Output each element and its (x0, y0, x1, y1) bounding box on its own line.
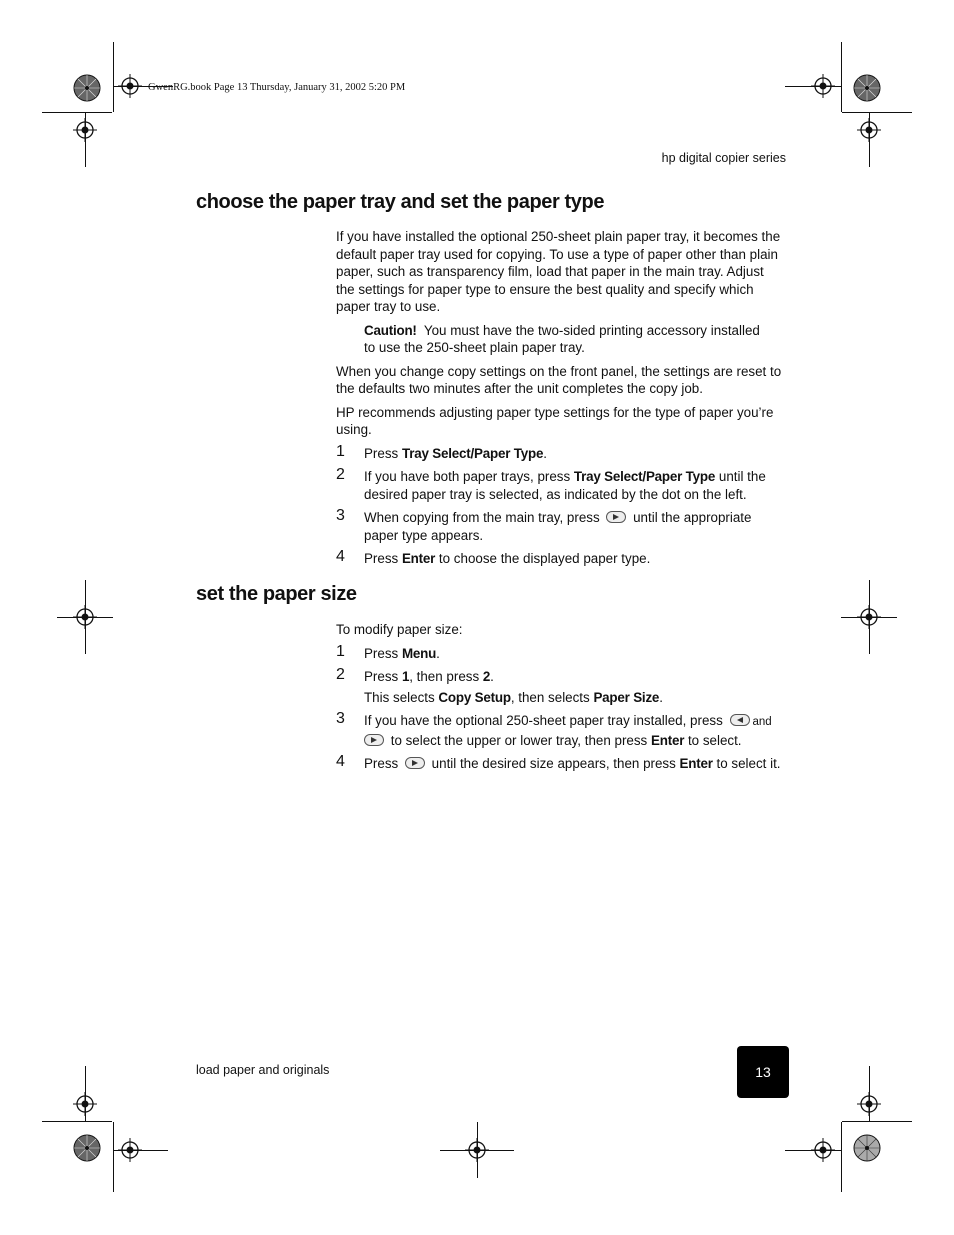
registration-target-icon (118, 74, 142, 98)
step-text: to select. (684, 732, 742, 748)
registration-target-icon (73, 1092, 97, 1116)
page-number: 13 (755, 1064, 771, 1080)
registration-target-icon (857, 605, 881, 629)
registration-target-icon (857, 118, 881, 142)
crop-mark (42, 1121, 112, 1122)
step-number: 1 (336, 642, 345, 660)
crop-mark (841, 42, 842, 112)
step-key: Paper Size (593, 689, 660, 705)
step-text: until the desired size appears, then press (427, 756, 680, 771)
step-number: 1 (336, 442, 345, 460)
right-arrow-button-icon (364, 734, 384, 746)
running-head: hp digital copier series (661, 151, 786, 165)
crop-mark (113, 1122, 114, 1192)
step-text: , then selects (510, 689, 594, 705)
section-body-paper-size (336, 621, 786, 773)
section-heading-paper-tray: choose the paper tray and set the paper type (196, 191, 605, 213)
step-number: 3 (336, 710, 345, 727)
step-text: Press (364, 669, 402, 684)
registration-target-icon (811, 74, 835, 98)
registration-target-icon (465, 1138, 489, 1162)
step-number: 2 (336, 466, 345, 483)
caution-note (364, 322, 764, 357)
registration-target-icon (857, 1092, 881, 1116)
print-slug: GwenRG.book Page 13 Thursday, January 31, 2002 5:20 PM (148, 82, 406, 93)
crop-mark (42, 112, 112, 113)
reset-paragraph: When you change copy settings on the front panel, the settings are reset to the defaults two minutes after the unit completes the copy job. (336, 363, 782, 396)
crop-mark (841, 1122, 842, 1192)
step-text: Press (364, 551, 402, 566)
running-foot: load paper and originals (196, 1063, 330, 1077)
registration-target-icon (811, 1138, 835, 1162)
step-item (336, 642, 786, 663)
intro-paragraph: If you have installed the optional 250-sheet plain paper tray, it becomes the default paper tray used for copying. To use a type of paper other than plain paper, such as transparency film, load that paper in the main tray. Adjust the settings for paper type to ensure the best quality and specify which paper tray to use. (336, 229, 781, 314)
step-number: 4 (336, 753, 345, 770)
section-body-paper-tray (336, 228, 786, 568)
step-text: Press (364, 756, 402, 771)
step-item (336, 509, 786, 544)
step-text: When copying from the main tray, press (364, 510, 604, 525)
crop-mark (113, 42, 114, 112)
crop-mark (842, 112, 912, 113)
star-target-icon (73, 74, 101, 102)
star-target-icon (73, 1134, 101, 1162)
steps-list (336, 642, 786, 773)
step-key: 2 (482, 669, 491, 684)
step-text: . (659, 689, 663, 705)
step-text: Press (364, 445, 402, 461)
left-arrow-button-icon (730, 714, 750, 726)
step-text: This selects (364, 689, 439, 705)
registration-target-icon (73, 605, 97, 629)
step-key: Enter (650, 732, 685, 748)
step-text: until the desired paper tray is selected, as indicated by the dot on the left. (364, 469, 766, 502)
step-item (336, 755, 786, 773)
step-text: . (490, 669, 494, 684)
step-item (336, 468, 786, 503)
registration-target-icon (73, 118, 97, 142)
right-arrow-button-icon (405, 757, 425, 769)
star-target-icon (853, 74, 881, 102)
step-item (336, 712, 786, 749)
registration-target-icon (118, 1138, 142, 1162)
step-number: 2 (336, 666, 345, 683)
step-key: Copy Setup (438, 689, 511, 705)
step-key: Menu (401, 645, 437, 661)
step-key: Tray Select/Paper Type (401, 445, 544, 461)
step-item (336, 550, 786, 568)
step-text: and (752, 716, 772, 728)
step-item (336, 668, 786, 706)
step-key: Enter (401, 551, 436, 566)
step-subnote (364, 689, 663, 707)
step-text: . (543, 445, 547, 461)
step-text: , then press (409, 669, 483, 684)
star-target-icon (853, 1134, 881, 1162)
step-item (336, 442, 786, 463)
step-text: to select it. (712, 756, 781, 771)
step-text: Press (364, 645, 402, 661)
step-key: 1 (401, 669, 410, 684)
step-key: Tray Select/Paper Type (573, 469, 716, 484)
step-text: . (436, 645, 440, 661)
step-text: If you have the optional 250-sheet paper tray installed, press (364, 713, 727, 728)
crop-mark (842, 1121, 912, 1122)
step-text: until the appropriate paper type appears. (364, 510, 752, 543)
right-arrow-button-icon (606, 511, 626, 523)
step-text: If you have both paper trays, press (364, 469, 574, 484)
caution-label: Caution! (364, 322, 417, 338)
step-number: 4 (336, 548, 345, 565)
page-number-badge (737, 1046, 789, 1098)
caution-text: You must have the two-sided printing accessory installed to use the 250-sheet plain paper tray. (364, 322, 760, 355)
intro-paragraph: To modify paper size: (336, 622, 463, 637)
step-text: to select the upper or lower tray, then press (387, 732, 651, 748)
step-number: 3 (336, 507, 345, 524)
section-heading-paper-size: set the paper size (196, 583, 357, 605)
step-key: Enter (679, 756, 713, 771)
step-text: to choose the displayed paper type. (435, 551, 651, 566)
recommend-paragraph: HP recommends adjusting paper type settings for the type of paper you’re using. (336, 404, 774, 437)
steps-list (336, 442, 786, 568)
